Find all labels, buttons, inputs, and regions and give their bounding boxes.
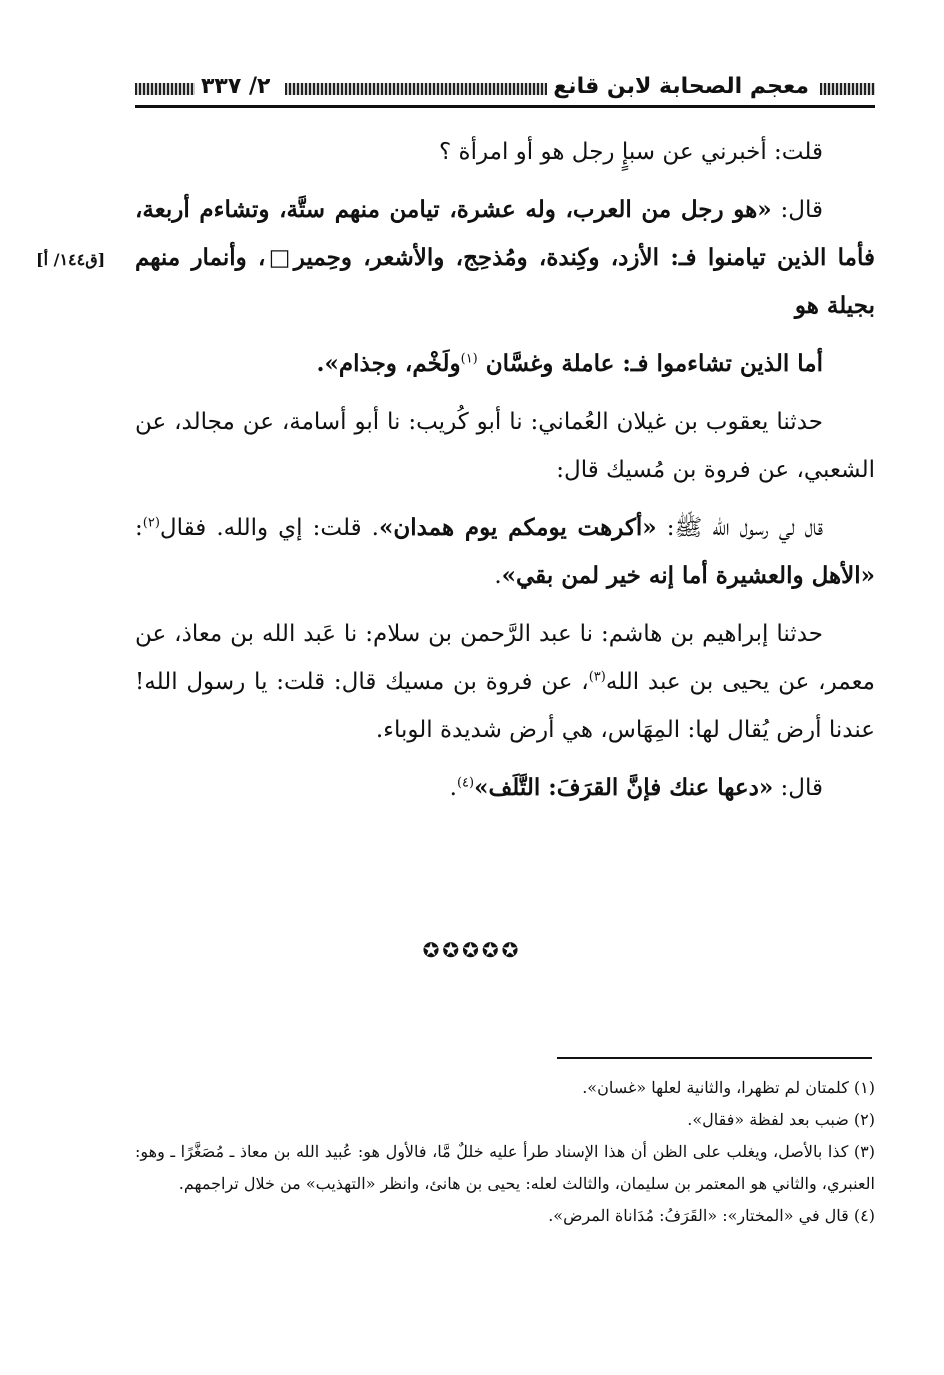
manuscript-folio-ref: [ق١٤٤/ أ] xyxy=(36,250,106,269)
footnote: (٢) ضبب بعد لفظة «فقال». xyxy=(687,1110,875,1129)
paragraph xyxy=(135,504,875,600)
text-segment: ولَخْم، وجذام». xyxy=(316,350,461,377)
text-segment: حدثنا إبراهيم بن هاشم: نا عبد الرَّحمن بن سلام: نا عَبد الله بن معاذ، عن معمر، عن يحيى بن عبد الله xyxy=(135,621,875,695)
text-segment: قال: xyxy=(773,775,823,801)
paragraph xyxy=(135,186,875,330)
footnote: (١) كلمتان لم تظهرا، والثانية لعلها «غسان». xyxy=(582,1078,875,1097)
footnote: (٤) قال في «المختار»: «القَرَفُ: مُدَاناة المرض». xyxy=(548,1206,875,1225)
text-segment: حدثنا يعقوب بن غيلان العُماني: نا أبو كُريب: نا أبو أسامة، عن مجالد، عن الشعبي، عن فروة بن مُسيك قال: xyxy=(135,409,875,483)
footnote: (٣) كذا بالأصل، ويغلب على الظن أن هذا الإسناد طرأ عليه خللٌ مَّا، فالأول هو: عُبيد الله بن معاذ ـ مُصَغَّرًا ـ وهو: العنبري، والثاني هو المعتمر بن سليمان، والثالث لعله: يحيى بن هانئ، وانظر «التهذيب» من خلال تراجمهم. xyxy=(135,1142,875,1193)
text-segment: أما الذين تشاءموا فـ: عاملة وغسَّان xyxy=(477,350,823,377)
running-header xyxy=(135,74,875,104)
body-text xyxy=(135,128,875,822)
text-segment: . xyxy=(494,563,502,589)
paragraph xyxy=(135,764,875,812)
text-segment: قال لي رسول الله ﷺ: xyxy=(656,515,823,541)
paragraph xyxy=(135,398,875,494)
section-separator: ✪✪✪✪✪ xyxy=(422,938,522,962)
paragraph xyxy=(135,340,875,388)
page-number: ٢/ ٣٣٧ xyxy=(195,74,276,99)
text-segment: «هو رجل من العرب، وله عشرة، تيامن منهم ستَّة، وتشاءم أربعة، فأما الذين تيامنوا فـ: الأزد، وكِندة، ومُذحِج، والأشعر، وحِمير□، وأنمار منهم بجيلة هو xyxy=(135,196,875,319)
footnote-ref: (١) xyxy=(460,351,478,367)
footnote-rule xyxy=(557,1057,872,1059)
text-segment: قال: xyxy=(771,197,823,223)
text-segment: «دعها عنك فإنَّ القرَفَ: التَّلَف» xyxy=(474,774,774,801)
footnote-ref: (٢) xyxy=(142,515,160,531)
text-segment: «الأهل والعشيرة أما إنه خير لمن بقي» xyxy=(501,562,875,589)
footnote-ref: (٤) xyxy=(456,775,475,791)
text-segment: قلت: أخبرني عن سبإٍ رجل هو أو امرأة ؟ xyxy=(439,139,823,165)
text-segment: «أكرهت يومكم يوم همدان» xyxy=(378,514,657,541)
footnotes xyxy=(135,1072,875,1232)
header-ornament-middle xyxy=(285,83,565,95)
paragraph xyxy=(135,610,875,754)
footnote-ref: (٣) xyxy=(588,669,606,685)
text-segment: . xyxy=(449,775,457,801)
text-segment: ، عن فروة بن مسيك قال: قلت: يا رسول الله! عندنا أرض يُقال لها: المِهَاس، هي أرض شديدة الوباء. xyxy=(135,669,875,743)
header-ornament-right xyxy=(820,83,875,95)
paragraph xyxy=(135,128,875,176)
book-title: معجم الصحابة لابن قانع xyxy=(547,74,815,99)
text-segment: : xyxy=(135,515,143,541)
header-rule xyxy=(135,105,875,108)
text-segment: . قلت: إي والله. فقال xyxy=(159,515,379,541)
